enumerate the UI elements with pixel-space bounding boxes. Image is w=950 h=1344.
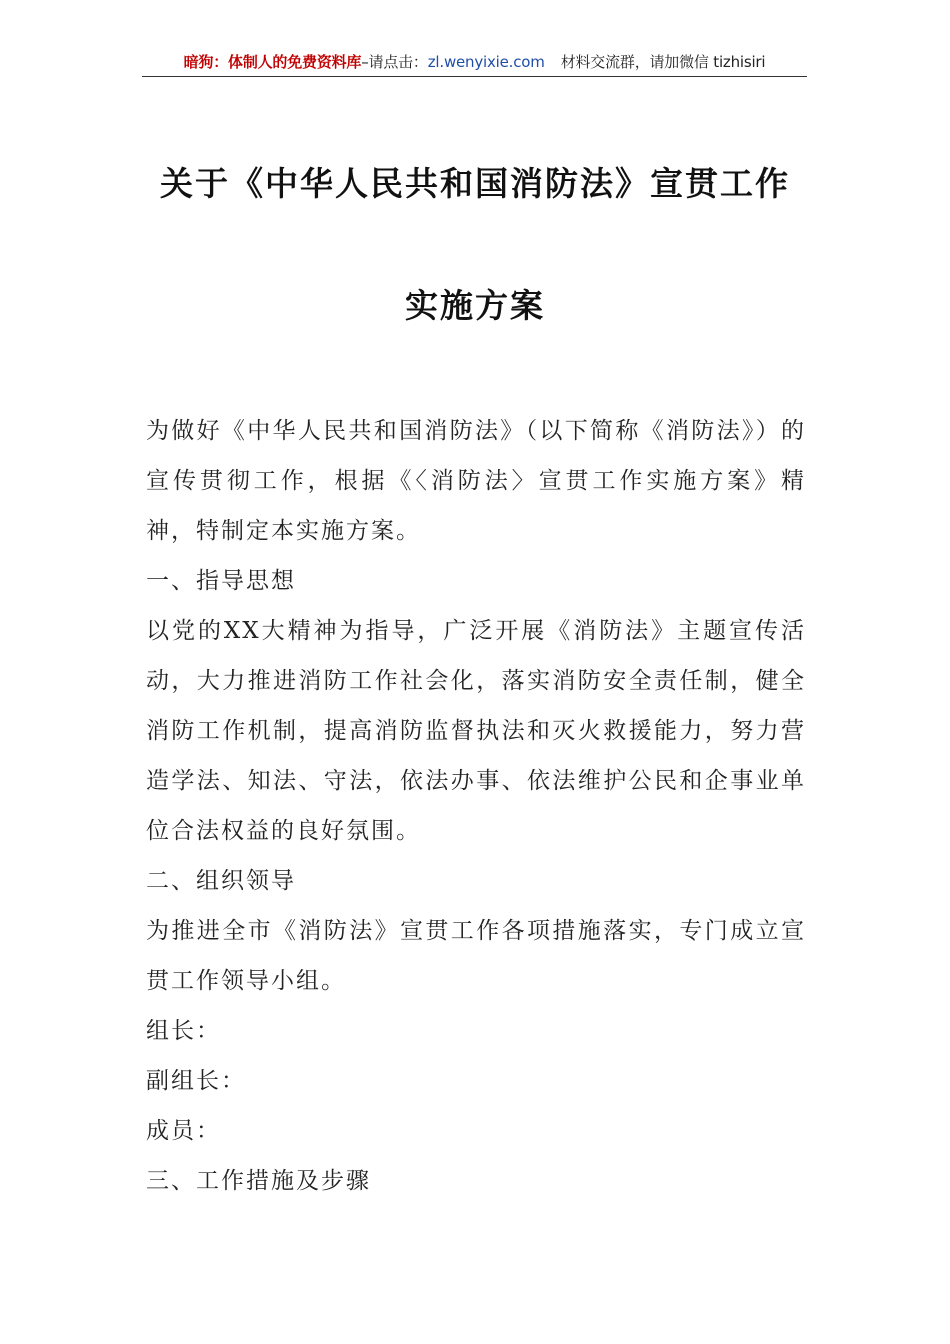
document-body (146, 406, 806, 1206)
section-heading-guiding-thought: 一、指导思想 (146, 568, 296, 594)
section-heading-leadership: 二、组织领导 (146, 868, 296, 894)
header-group-note: 材料交流群，请加微信 tizhisiri (560, 53, 766, 71)
document-title-line2: 实施方案 (405, 286, 545, 325)
section-paragraph-guiding-thought: 以党的XX大精神为指导，广泛开展《消防法》主题宣传活动，大力推进消防工作社会化，落实消防安全责任制，健全消防工作机制，提高消防监督执法和灭火救援能力，努力营造学法、知法、守法，依法办事、依法维护公民和企事业单位合法权益的良好氛围。 (146, 618, 806, 844)
leader-label: 组长： (146, 1018, 221, 1044)
document-title-line1: 关于《中华人民共和国消防法》宣贯工作 (160, 164, 790, 203)
page-header (142, 50, 807, 77)
members-label: 成员： (146, 1118, 221, 1144)
header-click-prompt: –请点击： (361, 53, 428, 71)
header-brand: 暗狗：体制人的免费资料库 (183, 53, 362, 71)
deputy-leader-label: 副组长： (146, 1068, 246, 1094)
section-paragraph-leadership: 为推进全市《消防法》宣贯工作各项措施落实，专门成立宣贯工作领导小组。 (146, 918, 806, 994)
section-heading-measures: 三、工作措施及步骤 (146, 1168, 371, 1194)
intro-paragraph: 为做好《中华人民共和国消防法》（以下简称《消防法》）的宣传贯彻工作，根据《〈消防法〉宣贯工作实施方案》精神，特制定本实施方案。 (146, 418, 806, 544)
header-url-link[interactable]: zl.wenyixie.com (427, 53, 545, 71)
